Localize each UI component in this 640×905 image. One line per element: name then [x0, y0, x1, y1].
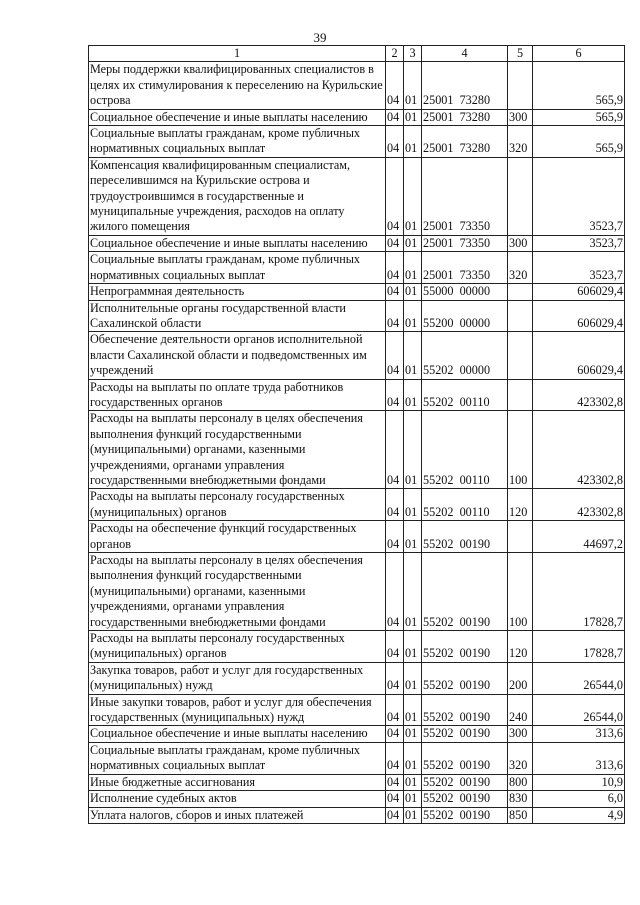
row-subsection-cell: 01	[404, 284, 422, 300]
row-name-cell: Расходы на обеспечение функций государственных органов	[89, 521, 386, 553]
row-target-article-cell: 55202 00190	[422, 694, 508, 726]
table-row	[89, 774, 625, 790]
row-subsection-cell: 01	[404, 332, 422, 379]
row-section-cell: 04	[386, 62, 404, 109]
row-subsection-cell: 01	[404, 379, 422, 411]
row-subsection-cell: 01	[404, 726, 422, 742]
row-subsection-cell: 01	[404, 489, 422, 521]
table-body	[89, 62, 625, 824]
table-row	[89, 807, 625, 823]
table-row	[89, 631, 625, 663]
row-name-cell: Социальные выплаты гражданам, кроме публичных нормативных социальных выплат	[89, 252, 386, 284]
row-name-cell: Иные бюджетные ассигнования	[89, 774, 386, 790]
row-amount-cell: 606029,4	[533, 332, 625, 379]
row-target-article-cell: 25001 73350	[422, 157, 508, 235]
row-name-cell: Расходы на выплаты персоналу в целях обеспечения выполнения функций государственными (муниципальными) органами, казенными учреждениями, органами управления государственными внебюджетными фондами	[89, 553, 386, 631]
row-name-cell: Расходы на выплаты персоналу государственных (муниципальных) органов	[89, 489, 386, 521]
row-amount-cell: 6,0	[533, 791, 625, 807]
row-target-article-cell: 55202 00190	[422, 774, 508, 790]
row-expense-type-cell: 120	[508, 631, 533, 663]
column-header-subsection: 3	[404, 46, 422, 62]
row-amount-cell: 10,9	[533, 774, 625, 790]
row-section-cell: 04	[386, 284, 404, 300]
row-amount-cell: 565,9	[533, 62, 625, 109]
row-section-cell: 04	[386, 553, 404, 631]
row-expense-type-cell: 320	[508, 742, 533, 774]
column-header-amount: 6	[533, 46, 625, 62]
row-section-cell: 04	[386, 774, 404, 790]
row-section-cell: 04	[386, 521, 404, 553]
table-row	[89, 411, 625, 489]
row-section-cell: 04	[386, 742, 404, 774]
row-subsection-cell: 01	[404, 62, 422, 109]
row-subsection-cell: 01	[404, 252, 422, 284]
row-name-cell: Непрограммная деятельность	[89, 284, 386, 300]
row-expense-type-cell	[508, 521, 533, 553]
row-expense-type-cell: 300	[508, 109, 533, 125]
table-row	[89, 379, 625, 411]
row-subsection-cell: 01	[404, 157, 422, 235]
table-row	[89, 726, 625, 742]
row-section-cell: 04	[386, 411, 404, 489]
row-amount-cell: 3523,7	[533, 157, 625, 235]
row-section-cell: 04	[386, 489, 404, 521]
row-name-cell: Иные закупки товаров, работ и услуг для обеспечения государственных (муниципальных) нужд	[89, 694, 386, 726]
row-expense-type-cell: 830	[508, 791, 533, 807]
row-subsection-cell: 01	[404, 662, 422, 694]
row-expense-type-cell: 200	[508, 662, 533, 694]
row-expense-type-cell	[508, 332, 533, 379]
row-target-article-cell: 55200 00000	[422, 300, 508, 332]
table-row	[89, 553, 625, 631]
row-name-cell: Социальное обеспечение и иные выплаты населению	[89, 235, 386, 251]
table-row	[89, 126, 625, 158]
row-amount-cell: 565,9	[533, 109, 625, 125]
row-amount-cell: 313,6	[533, 726, 625, 742]
row-subsection-cell: 01	[404, 521, 422, 553]
table-row	[89, 157, 625, 235]
row-section-cell: 04	[386, 662, 404, 694]
row-target-article-cell: 25001 73350	[422, 252, 508, 284]
row-amount-cell: 3523,7	[533, 252, 625, 284]
row-expense-type-cell	[508, 300, 533, 332]
row-expense-type-cell: 300	[508, 235, 533, 251]
row-expense-type-cell: 850	[508, 807, 533, 823]
row-target-article-cell: 55202 00190	[422, 807, 508, 823]
row-section-cell: 04	[386, 332, 404, 379]
row-target-article-cell: 55202 00190	[422, 742, 508, 774]
row-target-article-cell: 55000 00000	[422, 284, 508, 300]
table-row	[89, 742, 625, 774]
row-target-article-cell: 55202 00190	[422, 553, 508, 631]
row-subsection-cell: 01	[404, 300, 422, 332]
row-target-article-cell: 55202 00110	[422, 411, 508, 489]
page-number: 39	[313, 30, 327, 45]
table-row	[89, 791, 625, 807]
row-name-cell: Социальное обеспечение и иные выплаты населению	[89, 109, 386, 125]
header-row	[89, 46, 625, 62]
row-name-cell: Обеспечение деятельности органов исполнительной власти Сахалинской области и подведомственных им учреждений	[89, 332, 386, 379]
row-amount-cell: 26544,0	[533, 694, 625, 726]
row-section-cell: 04	[386, 631, 404, 663]
row-amount-cell: 313,6	[533, 742, 625, 774]
row-expense-type-cell	[508, 379, 533, 411]
row-target-article-cell: 55202 00000	[422, 332, 508, 379]
row-section-cell: 04	[386, 694, 404, 726]
row-name-cell: Расходы на выплаты по оплате труда работников государственных органов	[89, 379, 386, 411]
row-amount-cell: 565,9	[533, 126, 625, 158]
row-section-cell: 04	[386, 791, 404, 807]
row-target-article-cell: 55202 00190	[422, 521, 508, 553]
column-header-target-article: 4	[422, 46, 508, 62]
row-target-article-cell: 25001 73280	[422, 109, 508, 125]
budget-table	[88, 45, 625, 824]
table-row	[89, 332, 625, 379]
row-name-cell: Уплата налогов, сборов и иных платежей	[89, 807, 386, 823]
table-row	[89, 235, 625, 251]
row-name-cell: Меры поддержки квалифицированных специалистов в целях их стимулирования к переселению на Курильские острова	[89, 62, 386, 109]
table-row	[89, 662, 625, 694]
table-row	[89, 521, 625, 553]
row-section-cell: 04	[386, 300, 404, 332]
row-name-cell: Закупка товаров, работ и услуг для государственных (муниципальных) нужд	[89, 662, 386, 694]
row-section-cell: 04	[386, 252, 404, 284]
table-row	[89, 284, 625, 300]
row-subsection-cell: 01	[404, 791, 422, 807]
row-name-cell: Расходы на выплаты персоналу в целях обеспечения выполнения функций государственными (муниципальными) органами, казенными учреждениями, органами управления государственными внебюджетными фондами	[89, 411, 386, 489]
row-subsection-cell: 01	[404, 631, 422, 663]
row-expense-type-cell: 240	[508, 694, 533, 726]
row-subsection-cell: 01	[404, 411, 422, 489]
table-row	[89, 62, 625, 109]
row-subsection-cell: 01	[404, 235, 422, 251]
column-header-name: 1	[89, 46, 386, 62]
row-expense-type-cell: 800	[508, 774, 533, 790]
row-expense-type-cell: 300	[508, 726, 533, 742]
row-target-article-cell: 55202 00190	[422, 662, 508, 694]
row-expense-type-cell	[508, 62, 533, 109]
column-header-expense-type: 5	[508, 46, 533, 62]
row-subsection-cell: 01	[404, 553, 422, 631]
row-name-cell: Расходы на выплаты персоналу государственных (муниципальных) органов	[89, 631, 386, 663]
row-target-article-cell: 55202 00110	[422, 379, 508, 411]
row-section-cell: 04	[386, 807, 404, 823]
row-expense-type-cell	[508, 157, 533, 235]
row-section-cell: 04	[386, 126, 404, 158]
row-subsection-cell: 01	[404, 807, 422, 823]
row-name-cell: Исполнительные органы государственной власти Сахалинской области	[89, 300, 386, 332]
row-name-cell: Компенсация квалифицированным специалистам, переселившимся на Курильские острова и трудоустроившимся в государственные и муниципальные учреждения, расходов на оплату жилого помещения	[89, 157, 386, 235]
row-section-cell: 04	[386, 109, 404, 125]
row-section-cell: 04	[386, 235, 404, 251]
row-expense-type-cell: 120	[508, 489, 533, 521]
table-row	[89, 300, 625, 332]
row-subsection-cell: 01	[404, 109, 422, 125]
row-amount-cell: 423302,8	[533, 411, 625, 489]
row-target-article-cell: 25001 73280	[422, 126, 508, 158]
row-name-cell: Исполнение судебных актов	[89, 791, 386, 807]
row-amount-cell: 44697,2	[533, 521, 625, 553]
row-amount-cell: 423302,8	[533, 379, 625, 411]
row-expense-type-cell: 100	[508, 553, 533, 631]
row-target-article-cell: 25001 73350	[422, 235, 508, 251]
row-section-cell: 04	[386, 379, 404, 411]
row-expense-type-cell: 320	[508, 126, 533, 158]
row-name-cell: Социальное обеспечение и иные выплаты населению	[89, 726, 386, 742]
row-expense-type-cell: 320	[508, 252, 533, 284]
row-subsection-cell: 01	[404, 126, 422, 158]
row-subsection-cell: 01	[404, 742, 422, 774]
row-expense-type-cell	[508, 284, 533, 300]
row-target-article-cell: 55202 00190	[422, 726, 508, 742]
table-row	[89, 252, 625, 284]
row-name-cell: Социальные выплаты гражданам, кроме публичных нормативных социальных выплат	[89, 126, 386, 158]
row-amount-cell: 17828,7	[533, 631, 625, 663]
row-target-article-cell: 55202 00190	[422, 791, 508, 807]
row-amount-cell: 3523,7	[533, 235, 625, 251]
row-amount-cell: 423302,8	[533, 489, 625, 521]
table-row	[89, 109, 625, 125]
row-target-article-cell: 55202 00190	[422, 631, 508, 663]
row-subsection-cell: 01	[404, 774, 422, 790]
row-section-cell: 04	[386, 157, 404, 235]
row-target-article-cell: 25001 73280	[422, 62, 508, 109]
row-name-cell: Социальные выплаты гражданам, кроме публичных нормативных социальных выплат	[89, 742, 386, 774]
row-subsection-cell: 01	[404, 694, 422, 726]
table-row	[89, 694, 625, 726]
table-row	[89, 489, 625, 521]
row-amount-cell: 17828,7	[533, 553, 625, 631]
table-header	[89, 46, 625, 62]
row-amount-cell: 26544,0	[533, 662, 625, 694]
row-target-article-cell: 55202 00110	[422, 489, 508, 521]
row-amount-cell: 606029,4	[533, 284, 625, 300]
column-header-section: 2	[386, 46, 404, 62]
row-section-cell: 04	[386, 726, 404, 742]
row-expense-type-cell: 100	[508, 411, 533, 489]
row-amount-cell: 606029,4	[533, 300, 625, 332]
row-amount-cell: 4,9	[533, 807, 625, 823]
